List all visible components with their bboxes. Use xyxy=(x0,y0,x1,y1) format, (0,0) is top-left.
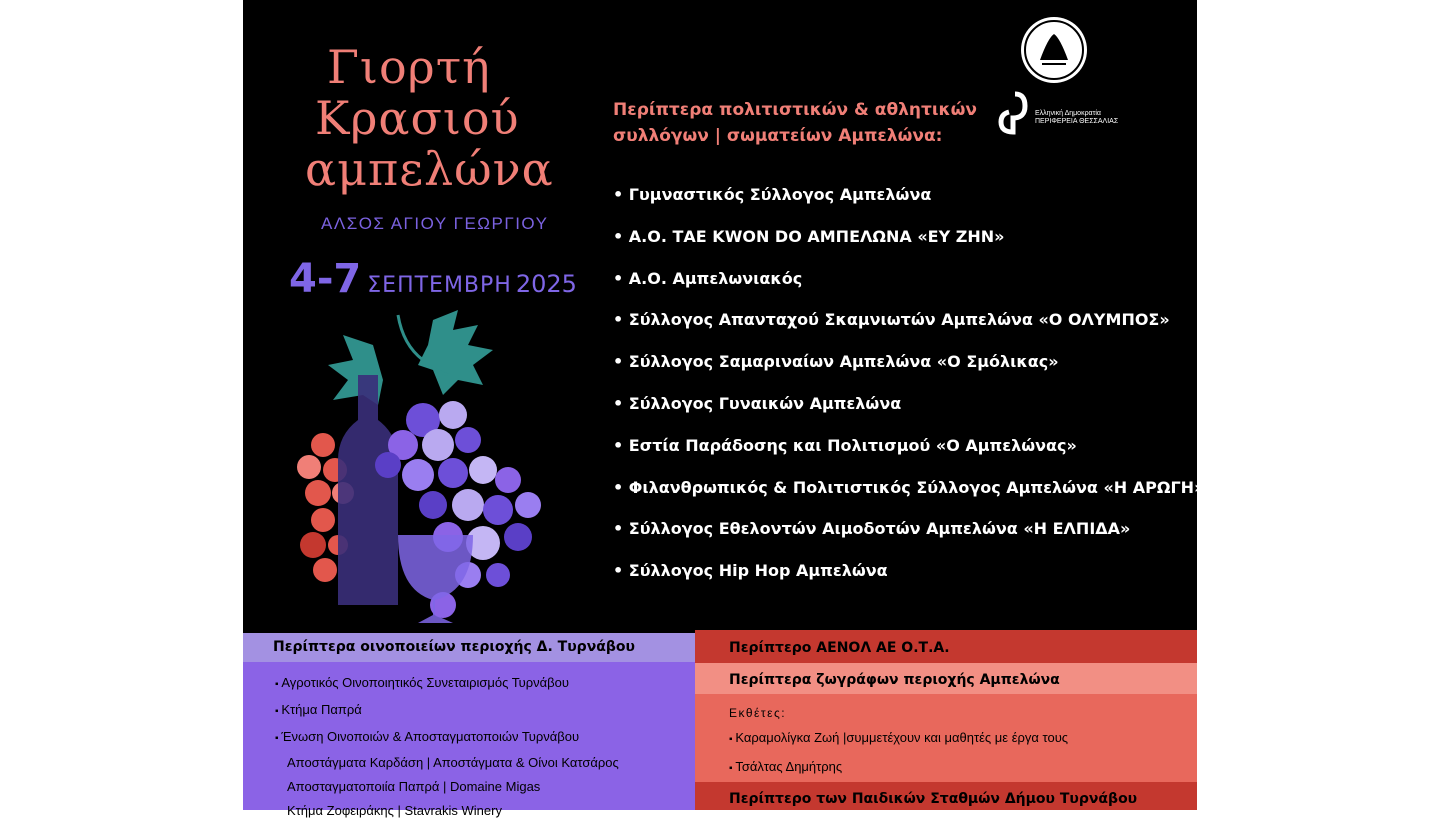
club-item: • Σύλλογος Hip Hop Αμπελώνα xyxy=(613,559,1204,601)
club-item: • Α.Ο. Αμπελωνιακός xyxy=(613,267,1204,309)
winery-item: ▪ Κτήμα Παπρά xyxy=(275,697,695,724)
title-line-1: Γιορτή xyxy=(327,40,491,94)
winery-sub-line: Κτήμα Ζοφειράκης | Stavrakis Winery xyxy=(287,803,502,818)
event-poster xyxy=(243,0,1205,818)
exhibitor-item: ▪ Καραμολίγκα Ζωή |συμμετέχουν και μαθητές με έργα τους xyxy=(729,724,1197,753)
grape-wine-illustration-icon xyxy=(283,305,563,625)
clubs-heading-line-1: Περίπτερα πολιτιστικών & αθλητικών xyxy=(613,100,977,120)
clubs-heading xyxy=(613,97,977,149)
exhibitors-panel xyxy=(695,694,1197,782)
exhibitor-item: ▪ Τσάλτας Δημήτρης xyxy=(729,753,1197,782)
region-logo-line-2: ΠΕΡΙΦΕΡΕΙΑ ΘΕΣΣΑΛΙΑΣ xyxy=(1035,118,1119,125)
right-leaf-icon xyxy=(418,310,493,395)
title-line-2: Κρασιού xyxy=(315,91,520,145)
venue-label: ΑΛΣΟΣ ΑΓΙΟΥ ΓΕΩΡΓΙΟΥ xyxy=(321,214,549,233)
club-item: • Σύλλογος Γυναικών Αμπελώνα xyxy=(613,392,1204,434)
dates-days: 4-7 xyxy=(289,256,362,302)
title-line-3: αμπελώνα xyxy=(305,142,554,196)
nurseries-heading: Περίπτερο των Παιδικών Σταθμών Δήμου Τυρνάβου xyxy=(695,782,1197,810)
club-item: • Εστία Παράδοσης και Πολιτισμού «Ο Αμπελώνας» xyxy=(613,434,1204,476)
club-item: • Σύλλογος Σαμαριναίων Αμπελώνα «Ο Σμόλικας» xyxy=(613,350,1204,392)
club-item: • Σύλλογος Εθελοντών Αιμοδοτών Αμπελώνα «Η ΕΛΠΙΔΑ» xyxy=(613,517,1204,559)
region-logo-line-1: Ελληνική Δημοκρατία xyxy=(1035,110,1101,117)
club-item: • Φιλανθρωπικός & Πολιτιστικός Σύλλογος Αμπελώνα «Η ΑΡΩΓΗ» xyxy=(613,476,1204,518)
clubs-list xyxy=(613,183,1204,601)
club-item: • Σύλλογος Απανταχού Σκαμνιωτών Αμπελώνα «Ο ΟΛΥΜΠΟΣ» xyxy=(613,308,1204,350)
club-item: • Γυμναστικός Σύλλογος Αμπελώνα xyxy=(613,183,1204,225)
clubs-heading-line-2: συλλόγων | σωματείων Αμπελώνα: xyxy=(613,126,943,146)
dates-month: ΣΕΠΤΕΜΒΡΗ xyxy=(367,273,512,298)
exhibitors-label: Εκθέτες: xyxy=(729,706,787,720)
region-logo-text xyxy=(1035,110,1118,126)
winery-item: ▪ Ένωση Οινοποιών & Αποσταγματοποιών Τυρνάβου xyxy=(275,724,695,751)
painters-heading: Περίπτερα ζωγράφων περιοχής Αμπελώνα xyxy=(695,663,1197,694)
wineries-panel xyxy=(243,662,695,818)
wineries-heading: Περίπτερα οινοποιείων περιοχής Δ. Τυρνάβου xyxy=(243,633,695,662)
club-item: • Α.Ο. ΤΑΕ KWON DO ΑΜΠΕΛΩΝΑ «ΕΥ ΖΗΝ» xyxy=(613,225,1204,267)
winery-sub-line: Αποσταγματοποιία Παπρά | Domaine Migas xyxy=(287,779,541,794)
winery-item: ▪ Αγροτικός Οινοποιητικός Συνεταιρισμός Τυρνάβου xyxy=(275,670,695,697)
municipality-seal-icon xyxy=(1018,14,1090,86)
aenol-heading: Περίπτερο ΑΕΝΟΛ ΑΕ Ο.Τ.Α. xyxy=(695,630,1197,663)
region-thessaly-logo-icon xyxy=(995,88,1035,144)
event-dates xyxy=(289,256,577,302)
wine-bottle-icon xyxy=(338,375,398,605)
dates-year: 2025 xyxy=(515,270,577,298)
winery-sub-line: Αποστάγματα Καρδάση | Αποστάγματα & Οίνοι Κατσάρος xyxy=(287,755,619,770)
